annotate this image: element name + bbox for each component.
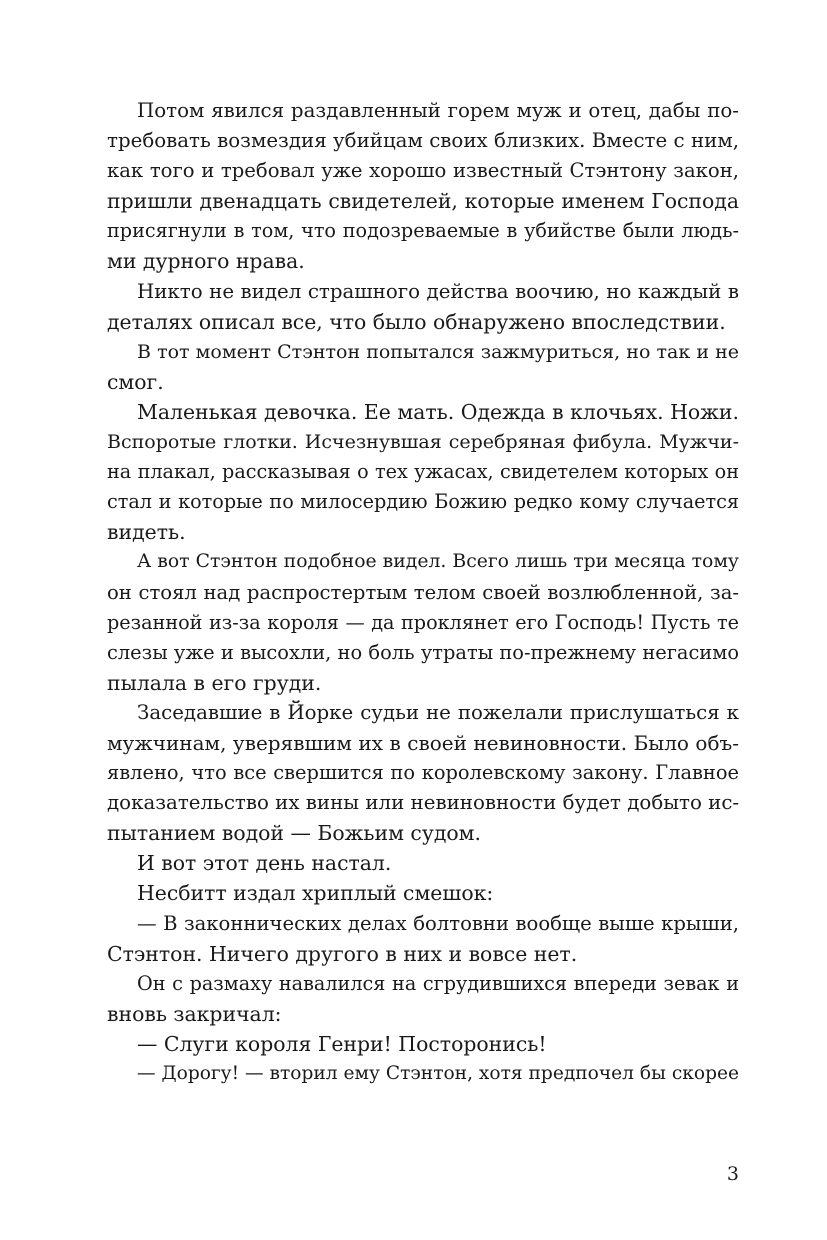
text-line: — Дорогу! — вторил ему Стэнтон, хотя предпочел бы скорее xyxy=(137,1063,739,1084)
body-text xyxy=(107,96,739,1089)
text-line: Никто не видел страшного действа воочию, но каждый в xyxy=(137,279,739,303)
text-line: деталях описал все, что было обнаружено впоследствии. xyxy=(107,309,726,334)
text-line: резанной из-за короля — да проклянет его Господь! Пусть те xyxy=(107,610,739,634)
text-line: вновь закричал: xyxy=(107,1001,282,1026)
text-line: явлено, что все свершится по королевскому закону. Главное xyxy=(107,761,739,785)
text-line: стал и которые по милосердию Божию редко кому случается xyxy=(107,490,739,514)
text-line: В тот момент Стэнтон попытался зажмуриться, но так и не xyxy=(137,340,739,363)
text-line: смог. xyxy=(107,369,164,394)
text-line: пришли двенадцать свидетелей, которые именем Господа xyxy=(107,189,739,214)
text-line: доказательство их вины или невиновности будет добыто ис- xyxy=(107,791,740,815)
text-line: пылала в его груди. xyxy=(107,670,322,695)
text-line: — В законнических делах болтовни вообще выше крыши, xyxy=(137,911,739,935)
text-line: — Слуги короля Генри! Посторонись! xyxy=(137,1031,547,1056)
text-line: видеть. xyxy=(107,520,186,545)
text-line: Заседавшие в Йорке судьи не пожелали прислушаться к xyxy=(137,700,739,724)
text-line: на плакал, рассказывая о тех ужасах, свидетелем которых он xyxy=(107,460,739,484)
text-line: мужчинам, уверявшим их в своей невиновности. Было объ- xyxy=(107,730,739,755)
text-line: требовать возмездия убийцам своих близких. Вместе с ним, xyxy=(107,129,739,153)
text-line: пытанием водой — Божьим судом. xyxy=(107,821,482,846)
text-line: слезы уже и высохли, но боль утраты по-прежнему негасимо xyxy=(107,640,739,664)
text-line: как того и требовал уже хорошо известный Стэнтону закон, xyxy=(107,159,739,183)
page-number: 3 xyxy=(726,1163,739,1185)
text-line: присягнули в том, что подозреваемые в убийстве были людь- xyxy=(107,219,739,243)
text-line: Несбитт издал хриплый смешок: xyxy=(137,881,494,906)
text-line: И вот этот день настал. xyxy=(137,851,392,876)
text-line: Стэнтон. Ничего другого в них и вовсе нет. xyxy=(107,941,578,966)
text-line: Он с размаху навалился на сгрудившихся впереди зевак и xyxy=(137,971,739,995)
text-line: А вот Стэнтон подобное видел. Всего лишь три месяца тому xyxy=(137,551,739,573)
text-line: Вспоротые глотки. Исчезнувшая серебряная фибула. Мужчи- xyxy=(107,431,739,454)
text-line: ми дурного нрава. xyxy=(107,249,305,274)
text-line: Маленькая девочка. Ее мать. Одежда в клочьях. Ножи. xyxy=(137,399,739,424)
text-line: Потом явился раздавленный горем муж и отец, дабы по- xyxy=(137,99,739,122)
text-line: он стоял над распростертым телом своей возлюбленной, за- xyxy=(107,580,739,604)
